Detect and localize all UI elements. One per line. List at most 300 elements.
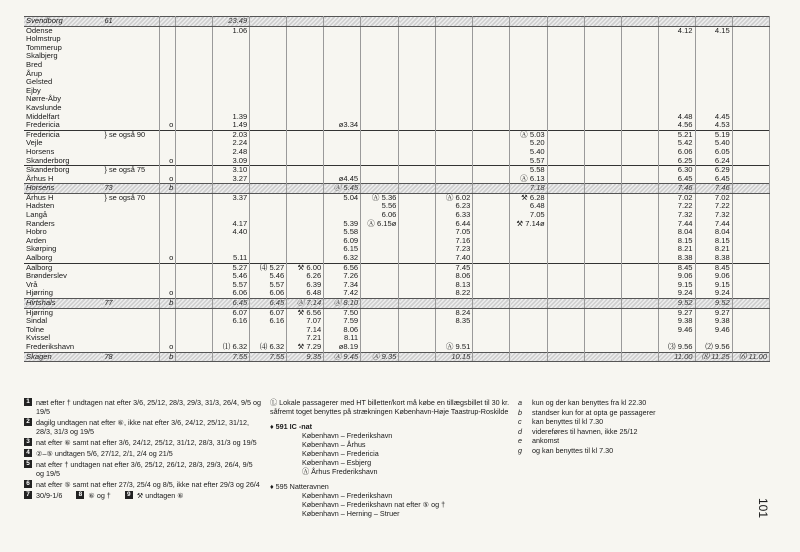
time-cell (176, 104, 213, 113)
time-cell (176, 272, 213, 281)
lokal-note: Ⓛ Lokale passagerer med HT billetter/kort må købe en tillægsbillet til 30 kr. såfremt toget benyttes på strækningen København-Høje Taastrup-Roskilde (270, 398, 510, 416)
station-name: Skørping (26, 244, 57, 254)
stop-marker: o (159, 175, 176, 184)
time-cell (584, 299, 621, 309)
time-cell (547, 299, 584, 309)
time-cell: 6.06 (361, 211, 399, 220)
time-cell: 5.58 (324, 228, 361, 237)
time-cell (287, 26, 324, 35)
station-name: Aalborg (26, 253, 53, 263)
time-cell: 9.52 (658, 299, 695, 309)
station-name: Vejle (26, 138, 43, 148)
time-cell: 9.15 (658, 281, 695, 290)
time-cell: 8.06 (436, 272, 473, 281)
time-cell (695, 78, 732, 87)
time-cell: 7.02 (695, 193, 732, 202)
cross-ref (102, 121, 159, 130)
time-cell (732, 237, 769, 246)
time-cell (732, 130, 769, 139)
station-name: Hjørring (24, 308, 102, 317)
time-cell (176, 184, 213, 194)
time-cell (399, 299, 436, 309)
time-cell (547, 87, 584, 96)
time-cell: 6.23 (436, 202, 473, 211)
time-cell: 3.37 (213, 193, 250, 202)
time-cell (399, 352, 436, 362)
time-cell: 2.48 (213, 148, 250, 157)
time-cell (176, 343, 213, 352)
time-cell (436, 157, 473, 166)
station-name: Randers (26, 218, 55, 228)
time-cell: 6.45 (658, 175, 695, 184)
time-cell (250, 202, 287, 211)
time-cell: 9.27 (658, 308, 695, 317)
time-cell (361, 254, 399, 263)
time-cell: 6.07 (250, 308, 287, 317)
time-cell: Ⓐ 9.45 (324, 352, 361, 362)
service-notes (270, 398, 515, 518)
time-cell (732, 326, 769, 335)
time-cell (250, 61, 287, 70)
time-cell (287, 61, 324, 70)
time-cell (473, 308, 510, 317)
time-cell: 4.40 (213, 228, 250, 237)
time-cell (473, 343, 510, 352)
time-cell (584, 78, 621, 87)
time-cell (250, 52, 287, 61)
cross-ref (102, 87, 159, 96)
legend-c (518, 417, 758, 427)
time-cell (732, 343, 769, 352)
time-cell (324, 148, 361, 157)
time-cell (547, 317, 584, 326)
station-name: Skalbjerg (26, 51, 58, 61)
time-cell (399, 44, 436, 53)
time-cell: 9.15 (695, 281, 732, 290)
footnote-key: 1 (24, 398, 32, 406)
time-cell: 5.27 (213, 263, 250, 272)
cross-ref (102, 70, 159, 79)
time-cell (399, 289, 436, 298)
time-cell (399, 193, 436, 202)
time-cell (547, 175, 584, 184)
time-cell (361, 228, 399, 237)
time-cell (621, 61, 658, 70)
time-cell: ⚒ 6.28 (510, 193, 547, 202)
time-cell (621, 343, 658, 352)
time-cell (361, 95, 399, 104)
time-cell (584, 148, 621, 157)
stop-marker (159, 166, 176, 175)
time-cell (361, 308, 399, 317)
time-cell (621, 245, 658, 254)
time-cell (399, 61, 436, 70)
time-cell: 8.35 (436, 317, 473, 326)
time-cell (732, 175, 769, 184)
time-cell (510, 254, 547, 263)
time-cell (324, 70, 361, 79)
time-cell (658, 44, 695, 53)
time-cell (250, 193, 287, 202)
cross-ref (102, 78, 159, 87)
time-cell (324, 202, 361, 211)
time-cell (250, 228, 287, 237)
time-cell: Ⓐ 8.10 (324, 299, 361, 309)
time-cell (621, 326, 658, 335)
time-cell: ø8.19 (324, 343, 361, 352)
time-cell (510, 17, 547, 27)
time-cell (547, 343, 584, 352)
time-cell (250, 166, 287, 175)
time-cell: Ⓐ 9.35 (361, 352, 399, 362)
time-cell (436, 44, 473, 53)
time-cell (510, 245, 547, 254)
time-cell (732, 157, 769, 166)
time-cell (213, 326, 250, 335)
time-cell (250, 211, 287, 220)
footnote-3 (24, 438, 262, 447)
cross-ref (102, 245, 159, 254)
time-cell: 4.15 (695, 26, 732, 35)
time-cell: ⑷ 6.32 (250, 343, 287, 352)
time-cell (658, 61, 695, 70)
time-cell: 7.34 (324, 281, 361, 290)
footnote-7-8-9 (24, 491, 262, 500)
time-cell (473, 237, 510, 246)
time-cell (399, 326, 436, 335)
station-name: Frederikshavn (26, 341, 75, 351)
station-name: Skanderborg (26, 155, 70, 165)
time-cell (473, 317, 510, 326)
time-cell: 1.39 (213, 113, 250, 122)
cross-ref: } se også 90 (102, 130, 159, 139)
time-cell (584, 175, 621, 184)
time-cell: 6.45 (250, 299, 287, 309)
legend-text: og kan benyttes til kl 7.30 (532, 445, 614, 455)
time-cell (473, 334, 510, 343)
time-cell: 4.53 (695, 121, 732, 130)
time-cell: 11.00 (658, 352, 695, 362)
time-cell: 5.58 (510, 166, 547, 175)
time-cell (658, 17, 695, 27)
time-cell (399, 175, 436, 184)
table-row (24, 334, 770, 343)
table-row (24, 70, 770, 79)
cross-ref (102, 308, 159, 317)
station-name: Fredericia (26, 120, 60, 130)
cross-ref (102, 220, 159, 229)
time-cell (213, 87, 250, 96)
time-cell (399, 104, 436, 113)
time-cell (399, 157, 436, 166)
time-cell (621, 289, 658, 298)
time-cell: 7.44 (658, 220, 695, 229)
stop-marker: o (159, 343, 176, 352)
time-cell: 5.46 (213, 272, 250, 281)
station-name: Vrå (26, 279, 38, 289)
time-cell (584, 61, 621, 70)
time-cell (250, 104, 287, 113)
time-cell (584, 113, 621, 122)
time-cell (250, 245, 287, 254)
time-cell (176, 202, 213, 211)
time-cell (584, 52, 621, 61)
time-cell (658, 70, 695, 79)
time-cell: ⚒ 7.29 (287, 343, 324, 352)
time-cell (287, 44, 324, 53)
time-cell (510, 121, 547, 130)
stop-marker (159, 148, 176, 157)
time-cell (361, 343, 399, 352)
stop-marker (159, 308, 176, 317)
time-cell (695, 87, 732, 96)
time-cell (510, 343, 547, 352)
time-cell (621, 299, 658, 309)
time-cell (176, 95, 213, 104)
time-cell (473, 87, 510, 96)
time-cell (176, 289, 213, 298)
stop-marker (159, 35, 176, 44)
time-cell: 6.07 (213, 308, 250, 317)
time-cell (361, 326, 399, 335)
time-cell (361, 130, 399, 139)
time-cell (176, 166, 213, 175)
time-cell (250, 139, 287, 148)
header-skagen (24, 352, 770, 362)
time-cell (547, 95, 584, 104)
time-cell (547, 308, 584, 317)
time-cell (176, 220, 213, 229)
natteravnen-title: ♦ 595 Natteravnen (270, 482, 329, 491)
time-cell (176, 281, 213, 290)
time-cell (732, 70, 769, 79)
time-cell: 8.22 (436, 289, 473, 298)
station-name: Horsens (26, 146, 55, 156)
legend-letter: a (518, 398, 522, 407)
time-cell (399, 228, 436, 237)
time-cell (732, 44, 769, 53)
stop-marker (159, 17, 176, 27)
station-name: Århus H (26, 173, 54, 183)
stop-marker (159, 78, 176, 87)
time-cell (399, 26, 436, 35)
time-cell (250, 70, 287, 79)
time-cell (473, 104, 510, 113)
time-cell (547, 263, 584, 272)
time-cell: 9.52 (695, 299, 732, 309)
stop-marker: b (159, 184, 176, 194)
stop-marker (159, 139, 176, 148)
table-row (24, 289, 770, 298)
time-cell (584, 17, 621, 27)
time-cell (176, 26, 213, 35)
time-cell (584, 237, 621, 246)
footnote-key: 3 (24, 438, 32, 446)
table-ref: 61 (102, 17, 159, 27)
time-cell (584, 157, 621, 166)
footnote-key: 5 (24, 460, 32, 468)
time-cell (176, 44, 213, 53)
time-cell (621, 281, 658, 290)
cross-ref (102, 334, 159, 343)
station-name: Årup (26, 68, 43, 78)
time-cell (695, 70, 732, 79)
time-cell (695, 52, 732, 61)
station-name: Kvissel (26, 333, 51, 343)
footnote-key: 8 (76, 491, 84, 499)
time-cell: 9.46 (658, 326, 695, 335)
legend-letter: d (518, 426, 522, 436)
cross-ref (102, 95, 159, 104)
time-cell: 7.18 (510, 184, 547, 194)
time-cell (250, 95, 287, 104)
time-cell (732, 104, 769, 113)
time-cell (250, 78, 287, 87)
time-cell (584, 104, 621, 113)
time-cell (621, 121, 658, 130)
time-cell (547, 148, 584, 157)
stop-marker: o (159, 289, 176, 298)
time-cell (287, 87, 324, 96)
table-row (24, 175, 770, 184)
stop-marker (159, 87, 176, 96)
time-cell: Ⓐ 5.45 (324, 184, 361, 194)
time-cell: ø4.45 (324, 175, 361, 184)
legend-b (518, 408, 758, 418)
time-cell (547, 139, 584, 148)
stop-marker (159, 228, 176, 237)
time-cell: 6.05 (695, 148, 732, 157)
time-cell (732, 139, 769, 148)
time-cell (361, 87, 399, 96)
time-cell (621, 35, 658, 44)
time-cell (732, 52, 769, 61)
legend-e (518, 436, 758, 446)
station-name: Brønderslev (26, 271, 67, 281)
time-cell: 7.42 (324, 289, 361, 298)
natteravnen-line-3: København – Herning – Struer (302, 509, 400, 518)
time-cell (510, 78, 547, 87)
table-row (24, 254, 770, 263)
ic-nat-line-5: Ⓐ Århus Frederikshavn (302, 467, 378, 476)
station-name: Svendborg (24, 17, 102, 27)
time-cell (473, 202, 510, 211)
table-row (24, 263, 770, 272)
time-cell (621, 184, 658, 194)
time-cell (287, 139, 324, 148)
time-cell (436, 299, 473, 309)
time-cell (473, 121, 510, 130)
time-cell (324, 87, 361, 96)
time-cell (547, 121, 584, 130)
time-cell: 6.48 (287, 289, 324, 298)
time-cell (547, 17, 584, 27)
time-cell: 6.32 (324, 254, 361, 263)
time-cell: Ⓐ 6.02 (436, 193, 473, 202)
natteravnen-line-1: København – Frederikshavn (302, 491, 393, 500)
cross-ref (102, 52, 159, 61)
time-cell: ⚒ 7.14ø (510, 220, 547, 229)
time-cell (547, 184, 584, 194)
time-cell (547, 113, 584, 122)
time-cell: 5.40 (695, 139, 732, 148)
time-cell (732, 184, 769, 194)
time-cell (658, 87, 695, 96)
station-name: Middelfart (26, 111, 60, 121)
time-cell (213, 237, 250, 246)
legend-letter: b (518, 407, 522, 417)
time-cell (584, 254, 621, 263)
time-cell (584, 245, 621, 254)
time-cell (250, 220, 287, 229)
footnote-key: 2 (24, 418, 32, 426)
time-cell (250, 87, 287, 96)
time-cell: 7.55 (213, 352, 250, 362)
legend-g (518, 446, 758, 456)
legend-d (518, 427, 758, 437)
footnote-text: ⚒ undtagen ⑥ (136, 491, 184, 500)
time-cell (621, 148, 658, 157)
time-cell (287, 52, 324, 61)
time-cell (287, 184, 324, 194)
time-cell: 5.20 (510, 139, 547, 148)
time-cell (732, 121, 769, 130)
time-cell (176, 193, 213, 202)
time-cell (176, 17, 213, 27)
time-cell (361, 272, 399, 281)
time-cell (361, 245, 399, 254)
legend-a (518, 398, 758, 408)
time-cell (732, 272, 769, 281)
stop-marker (159, 52, 176, 61)
table-row (24, 211, 770, 220)
time-cell (436, 130, 473, 139)
time-cell (732, 166, 769, 175)
time-cell (399, 254, 436, 263)
time-cell: 6.15 (324, 245, 361, 254)
time-cell (213, 202, 250, 211)
station-name: Arden (26, 235, 47, 245)
time-cell: 7.02 (658, 193, 695, 202)
time-cell (473, 17, 510, 27)
time-cell (176, 334, 213, 343)
time-cell (547, 289, 584, 298)
time-cell (324, 52, 361, 61)
time-cell (658, 35, 695, 44)
time-cell: ⚒ 6.00 (287, 263, 324, 272)
legend-letter: g (518, 445, 522, 455)
time-cell (399, 95, 436, 104)
time-cell: 9.24 (695, 289, 732, 298)
time-cell (436, 148, 473, 157)
time-cell: 9.38 (695, 317, 732, 326)
time-cell (361, 299, 399, 309)
station-name: Holmstrup (26, 34, 61, 44)
time-cell (213, 44, 250, 53)
time-cell: 2.03 (213, 130, 250, 139)
time-cell (213, 61, 250, 70)
footnotes (24, 398, 262, 502)
time-cell (584, 184, 621, 194)
time-cell (436, 52, 473, 61)
station-name: Sindal (26, 316, 48, 326)
stop-marker (159, 44, 176, 53)
time-cell (176, 352, 213, 362)
time-cell (621, 26, 658, 35)
time-cell (436, 113, 473, 122)
time-cell: 5.57 (510, 157, 547, 166)
cross-ref (102, 104, 159, 113)
